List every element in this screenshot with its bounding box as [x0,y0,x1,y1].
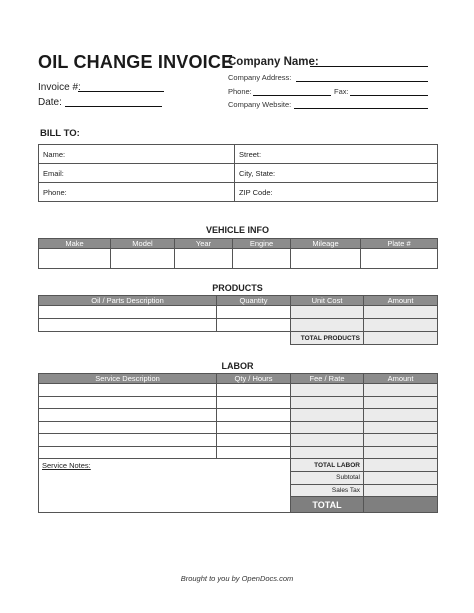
table-row [39,319,438,332]
column-header-make: Make [39,239,111,249]
column-header-engine: Engine [233,239,291,249]
subtotal-label: Subtotal [291,472,364,485]
vehicle-engine-cell[interactable] [233,249,291,269]
labor-heading: LABOR [221,361,254,371]
table-cell[interactable] [364,421,438,434]
table-cell[interactable] [217,319,291,332]
table-cell[interactable] [217,409,291,422]
vehicle-year-cell[interactable] [175,249,233,269]
products-heading: PRODUCTS [212,283,263,293]
footer-credit: Brought to you by OpenDocs.com [180,574,294,583]
column-header-service-description: Service Description [39,374,217,384]
table-cell[interactable] [217,396,291,409]
date-field[interactable] [65,106,162,107]
empty-cell [217,332,291,345]
subtotal-value[interactable] [364,472,438,485]
total-products-value[interactable] [364,332,438,345]
column-header-model: Model [111,239,175,249]
table-cell[interactable] [291,319,364,332]
column-header-description: Oil / Parts Description [39,296,217,306]
vehicle-mileage-cell[interactable] [291,249,361,269]
column-header-mileage: Mileage [291,239,361,249]
table-row [39,434,438,447]
table-cell[interactable] [364,434,438,447]
company-fax-field[interactable] [350,95,428,96]
bill-to-name-cell[interactable]: Name: [39,145,235,164]
products-table [38,295,438,345]
invoice-title: OIL CHANGE INVOICE [38,52,234,72]
bill-to-heading: BILL TO: [40,128,80,139]
column-header-year: Year [175,239,233,249]
company-fax-label: Fax: [334,87,349,96]
vehicle-model-cell[interactable] [111,249,175,269]
table-cell[interactable] [291,306,364,319]
vehicle-header-row [39,239,438,249]
table-cell[interactable] [291,409,364,422]
table-cell[interactable] [217,384,291,397]
bill-to-row [39,183,438,202]
column-header-amount: Amount [364,374,438,384]
table-cell[interactable] [39,319,217,332]
grand-total-label: TOTAL [291,497,364,513]
company-address-field[interactable] [296,81,428,82]
bill-to-row [39,145,438,164]
table-cell[interactable] [217,446,291,459]
invoice-number-field[interactable] [78,91,164,92]
table-cell[interactable] [39,306,217,319]
table-cell[interactable] [217,306,291,319]
table-cell[interactable] [364,446,438,459]
labor-header-row [39,374,438,384]
bill-to-city-cell[interactable]: City, State: [235,164,438,183]
table-cell[interactable] [291,434,364,447]
service-notes-box[interactable] [39,459,291,513]
table-cell[interactable] [364,384,438,397]
sales-tax-value[interactable] [364,484,438,497]
bill-to-row [39,164,438,183]
total-labor-row [39,459,438,472]
sales-tax-label: Sales Tax [291,484,364,497]
labor-table [38,373,438,513]
bill-to-table [38,144,438,202]
table-row [39,396,438,409]
table-cell[interactable] [217,421,291,434]
bill-to-zip-cell[interactable]: ZIP Code: [235,183,438,202]
total-labor-label: TOTAL LABOR [291,459,364,472]
table-cell[interactable] [364,319,438,332]
grand-total-value[interactable] [364,497,438,513]
column-header-unit-cost: Unit Cost [291,296,364,306]
company-phone-label: Phone: [228,87,252,96]
table-cell[interactable] [291,446,364,459]
vehicle-info-heading: VEHICLE INFO [205,225,269,235]
products-header-row [39,296,438,306]
vehicle-make-cell[interactable] [39,249,111,269]
table-cell[interactable] [39,409,217,422]
column-header-fee-rate: Fee / Rate [291,374,364,384]
bill-to-street-cell[interactable]: Street: [235,145,438,164]
company-phone-field[interactable] [253,95,331,96]
company-name-field[interactable] [310,66,428,67]
table-row [39,384,438,397]
table-row [39,446,438,459]
total-products-label: TOTAL PRODUCTS [291,332,364,345]
column-header-quantity: Quantity [217,296,291,306]
table-cell[interactable] [364,306,438,319]
table-cell[interactable] [291,396,364,409]
table-cell[interactable] [39,446,217,459]
empty-cell [39,332,217,345]
company-website-label: Company Website: [228,100,292,109]
table-cell[interactable] [364,396,438,409]
table-cell[interactable] [39,396,217,409]
table-cell[interactable] [217,434,291,447]
vehicle-plate-cell[interactable] [361,249,438,269]
products-total-row [39,332,438,345]
total-labor-value[interactable] [364,459,438,472]
table-cell[interactable] [291,421,364,434]
column-header-amount: Amount [364,296,438,306]
table-cell[interactable] [291,384,364,397]
table-row [39,421,438,434]
date-label: Date: [38,97,62,108]
table-row [39,409,438,422]
table-cell[interactable] [39,434,217,447]
company-address-label: Company Address: [228,73,292,82]
service-notes-label: Service Notes: [42,461,91,470]
bill-to-email-cell[interactable]: Email: [39,164,235,183]
table-cell[interactable] [39,384,217,397]
company-name-label: Company Name: [228,56,319,68]
invoice-number-label: Invoice #: [38,82,81,93]
column-header-qty-hours: Qty / Hours [217,374,291,384]
table-cell[interactable] [39,421,217,434]
vehicle-table [38,238,438,269]
company-website-field[interactable] [294,108,428,109]
table-row [39,249,438,269]
table-row [39,306,438,319]
bill-to-phone-cell[interactable]: Phone: [39,183,235,202]
table-cell[interactable] [364,409,438,422]
column-header-plate: Plate # [361,239,438,249]
